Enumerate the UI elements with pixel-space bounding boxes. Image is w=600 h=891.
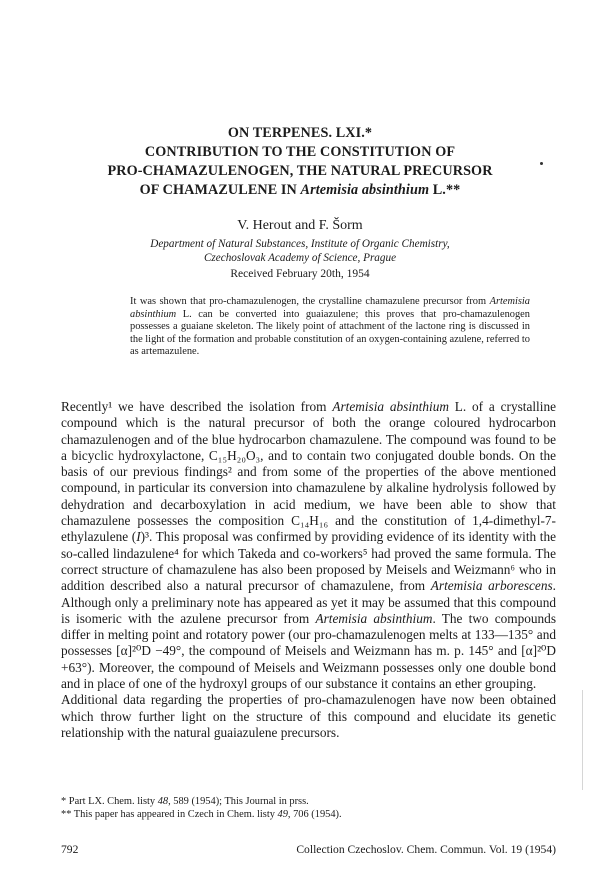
- footnotes: [61, 796, 556, 821]
- p1-text-a: Recently¹ we have described the isolation from: [61, 399, 333, 414]
- p1-text-e: . The two compounds differ in melting point and rotatory power (our pro-chamazulenogen melts at 133—135° and possesses [α]²⁰D −49°, the compound of Meisels and Weizmann has m. p. 145° and [α]²⁰D +63°). Moreover, the compound of Meisels and Weizmann possesses only one double bond and in place of one of the hydroxyl groups of our substance it contains an ether grouping.: [61, 610, 557, 692]
- abstract: [130, 296, 530, 359]
- p1-italic-3: Artemisia arborescens: [430, 578, 553, 594]
- abstract-species: Artemisia absinthium: [130, 296, 530, 320]
- p1-text-c: )³. This proposal was confirmed by providing evidence of its identity with the so-called lindazulene⁴ for which Takeda and co-workers⁵ had proved the same formula. The correct structure of chamazulene has also been proposed by Meisels and Weizmann⁶ who in addition described also a natural precursor of chamazulene, from: [61, 529, 556, 594]
- p1-italic-2: I: [136, 529, 141, 545]
- title-species-name: Artemisia absinthium: [300, 182, 430, 198]
- footnote-1-text-b: , 589 (1954); This Journal in pr⁠ss.: [168, 796, 309, 807]
- p1-italic-4: Artemisia absinthium: [315, 610, 433, 626]
- print-speck: [540, 162, 543, 165]
- journal-citation: Collection Czechoslov. Chem. Commun. Vol. 19 (1954): [296, 843, 556, 856]
- p1-italic-1: Artemisia absinthium: [332, 399, 449, 414]
- footnote-1-text-a: * Part LX. Chem. listy: [61, 796, 158, 807]
- abstract-text-a: It was shown that pro-chamazulenogen, the crystalline chamazulene precursor from: [130, 296, 490, 307]
- title-line-4-suffix: L.**: [429, 182, 461, 198]
- title-line-1: ON TERPENES. LXI.*: [227, 125, 373, 141]
- footnote-2-text-b: , 706 (1954).: [287, 808, 342, 820]
- affiliation: [40, 237, 560, 265]
- body-paragraph-1: [61, 399, 556, 692]
- title-line-4-prefix: OF CHAMAZULENE IN: [139, 182, 301, 198]
- footnote-2-volume: 49: [277, 808, 288, 820]
- received-date: Received February 20th, 1954: [230, 268, 370, 280]
- title-line-3: PRO-CHAMAZULENOGEN, THE NATURAL PRECURSOR: [107, 163, 493, 179]
- footnote-1-volume: 48: [157, 796, 169, 807]
- affiliation-line-2: Czechoslovak Academy of Science, Prague: [203, 252, 397, 264]
- footnote-2-text-a: ** This paper has appeared in Czech in Chem. listy: [61, 808, 278, 820]
- body-paragraph-2: Additional data regarding the properties of pro-chamazulenogen have now been obtained which throw further light on the structure of this compound and elucidate its genetic relationship with the natural guaiazulene precursors.: [61, 692, 556, 740]
- p1-text-b: L. of a crystalline compound which is the natural precursor of both the orange coloured hydrocarbon chamazulenogen and of the blue hydrocarbon chamazulene. The compound was found to be a bicyclic hydroxylactone, C₁₅H₂₀O₃, and to contain two conjugated double bonds. On the basis of our previous findings² and from some of the properties of the above mentioned compound, in particular its conversion into chamazulene by alkaline hydrolysis followed by dehydration and decarboxylation in acid medium, we have been able to show that chamazulene possesses the composition C₁₄H₁₆ and the constitution of 1,4-dimethyl-7-ethylazulene (: [61, 399, 556, 545]
- title-line-4: [60, 181, 540, 200]
- scan-margin-line: [582, 690, 583, 790]
- authors: V. Herout and F. Šorm: [237, 218, 363, 233]
- title-line-2: CONTRIBUTION TO THE CONSTITUTION OF: [144, 144, 456, 160]
- article-title: [60, 124, 540, 200]
- affiliation-line-1: Department of Natural Substances, Institute of Organic Chemistry,: [150, 238, 450, 250]
- footnote-2: [61, 809, 556, 822]
- page-number: 792: [61, 843, 79, 856]
- body-text: [61, 399, 556, 741]
- p1-text-d: . Although only a preliminary note has appeared as yet it may be assumed that this compound is isomeric with the azulene precursor from: [61, 578, 556, 626]
- abstract-text-b: L. can be converted into guaiazulene; this proves that pro-chamazulenogen possesses a guaiane skeleton. The likely point of attachment of the lactone ring is discussed in the light of the formation and probable constitution of an oxygen-containing azulene, referred to as artemazulene.: [130, 308, 530, 357]
- footnote-1: [61, 796, 556, 809]
